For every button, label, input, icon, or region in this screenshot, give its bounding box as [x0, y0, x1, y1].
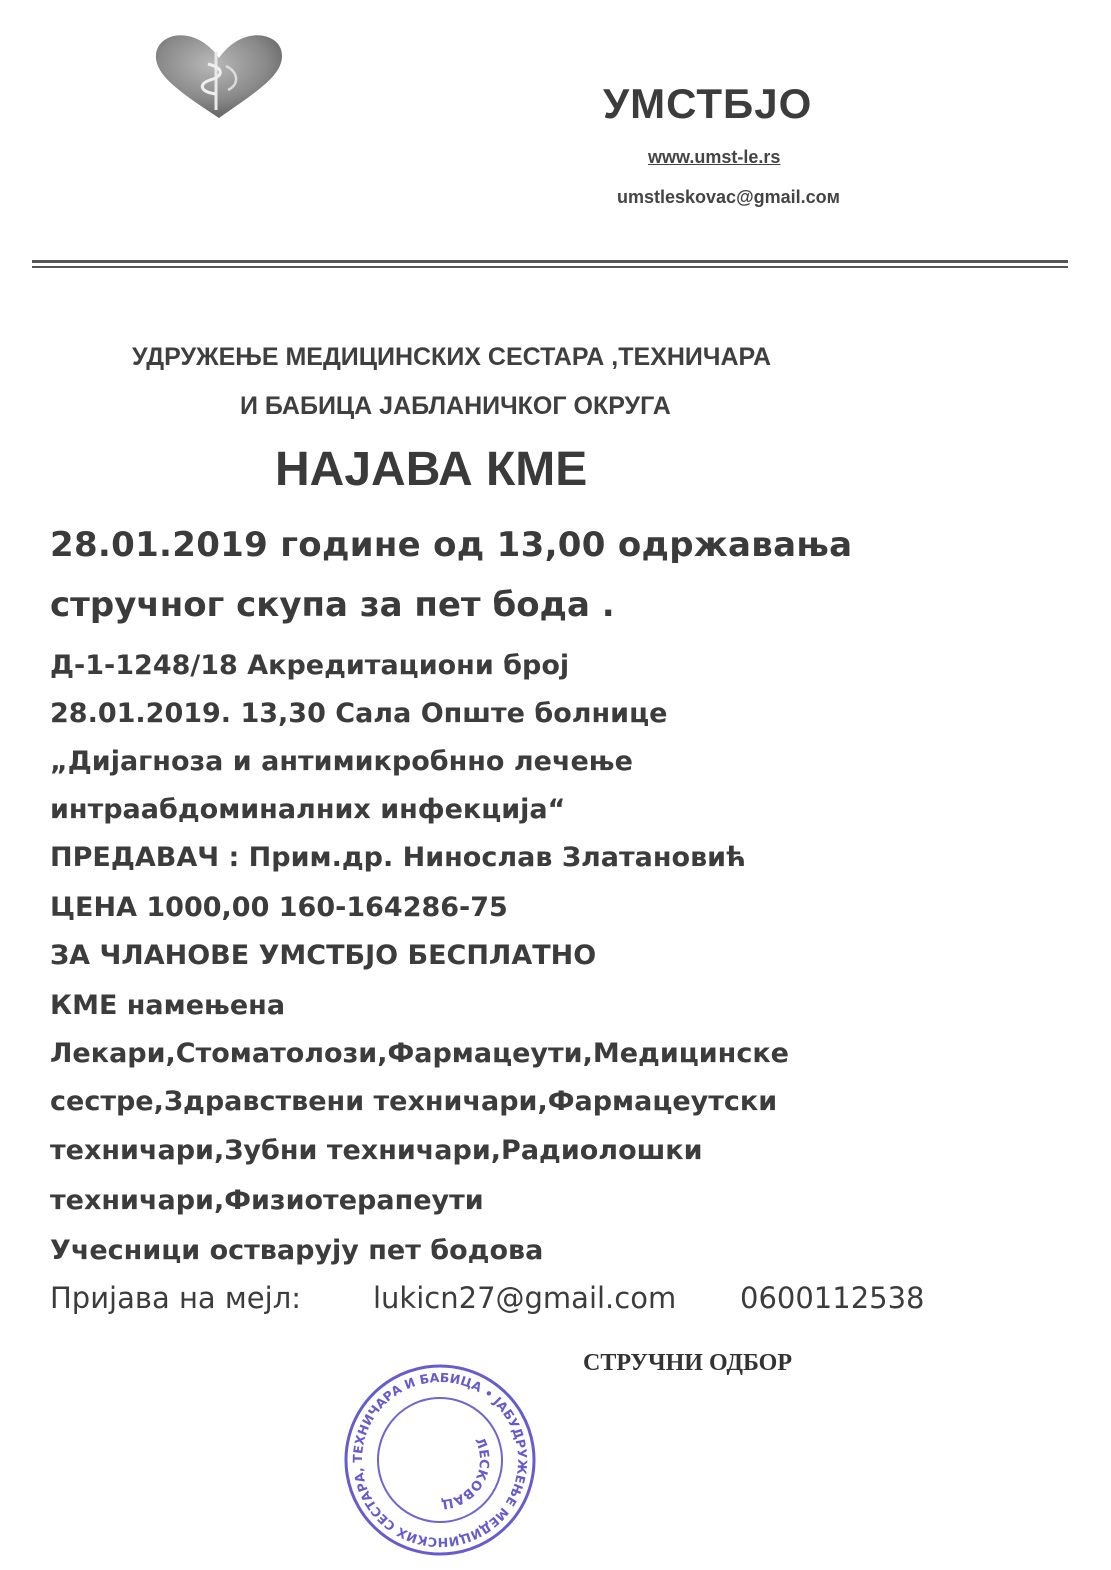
intro-line2: стручног скупа за пет бода . — [50, 585, 615, 625]
svg-text:УДРУЖЕЊЕ МЕДИЦИНСКИХ СЕСТАРА, — [340, 1360, 540, 1560]
registration-email[interactable]: lukicn27@gmail.com — [373, 1281, 677, 1315]
registration-phone: 0600112538 — [740, 1281, 925, 1315]
header-divider — [32, 260, 1068, 269]
free-for-members: ЗА ЧЛАНОВЕ УМСТБЈО БЕСПЛАТНО — [50, 940, 597, 971]
audience-line1: Лекари,Стоматолози,Фармацеути,Медицинске — [50, 1038, 789, 1069]
svg-text:ЛЕСКОВАЦ — [419, 1434, 510, 1516]
committee-signature: СТРУЧНИ ОДБОР — [583, 1350, 792, 1376]
intended-for-label: КМЕ намењена — [50, 990, 286, 1021]
organization-name-line2: И БАБИЦА ЈАБЛАНИЧКОГ ОКРУГА — [240, 392, 671, 420]
event-datetime-place: 28.01.2019. 13,30 Сала Опште болнице — [50, 698, 668, 729]
heart-caduceus-logo-icon — [150, 30, 288, 122]
announcement-heading: НАЈАВА КМЕ — [275, 443, 588, 496]
lecture-title-line2: интраабдоминалних инфекција“ — [50, 794, 566, 825]
audience-line2: сестре,Здравствени техничари,Фармацеутски — [50, 1086, 778, 1117]
price-account: ЦЕНА 1000,00 160-164286-75 — [50, 892, 508, 923]
organization-short-name: УМСТБЈО — [603, 80, 813, 127]
seal-outer-text: УДРУЖЕЊЕ МЕДИЦИНСКИХ СЕСТАРА, ТЕХНИЧАРА И БАБИЦА • ЈАБЛАНИЧКОГ — [349, 1369, 531, 1551]
seal-inner-text: ЛЕСКОВАЦ — [440, 1435, 492, 1512]
audience-line4: техничари,Физиотерапеути — [50, 1185, 484, 1216]
organization-email: umstleskovac@gmail.coм — [617, 187, 840, 207]
organization-name-line1: УДРУЖЕЊЕ МЕДИЦИНСКИХ СЕСТАРА ,ТЕХНИЧАРА — [132, 343, 772, 371]
registration-label: Пријава на мејл: — [50, 1281, 302, 1315]
round-seal-stamp-icon — [340, 1360, 540, 1560]
lecture-title-line1: „Дијагноза и антимикробнно лечење — [50, 746, 633, 777]
points-info: Учесници остварују пет бодова — [50, 1235, 544, 1266]
audience-line3: техничари,Зубни техничари,Радиолошки — [50, 1135, 703, 1166]
website-link[interactable]: www.umst-le.rs — [648, 147, 781, 167]
accreditation-number: Д-1-1248/18 Акредитациони број — [50, 650, 570, 681]
lecturer: ПРЕДАВАЧ : Прим.др. Нинослав Златановић — [50, 842, 746, 873]
intro-line1: 28.01.2019 године од 13,00 одржавања — [50, 525, 853, 565]
